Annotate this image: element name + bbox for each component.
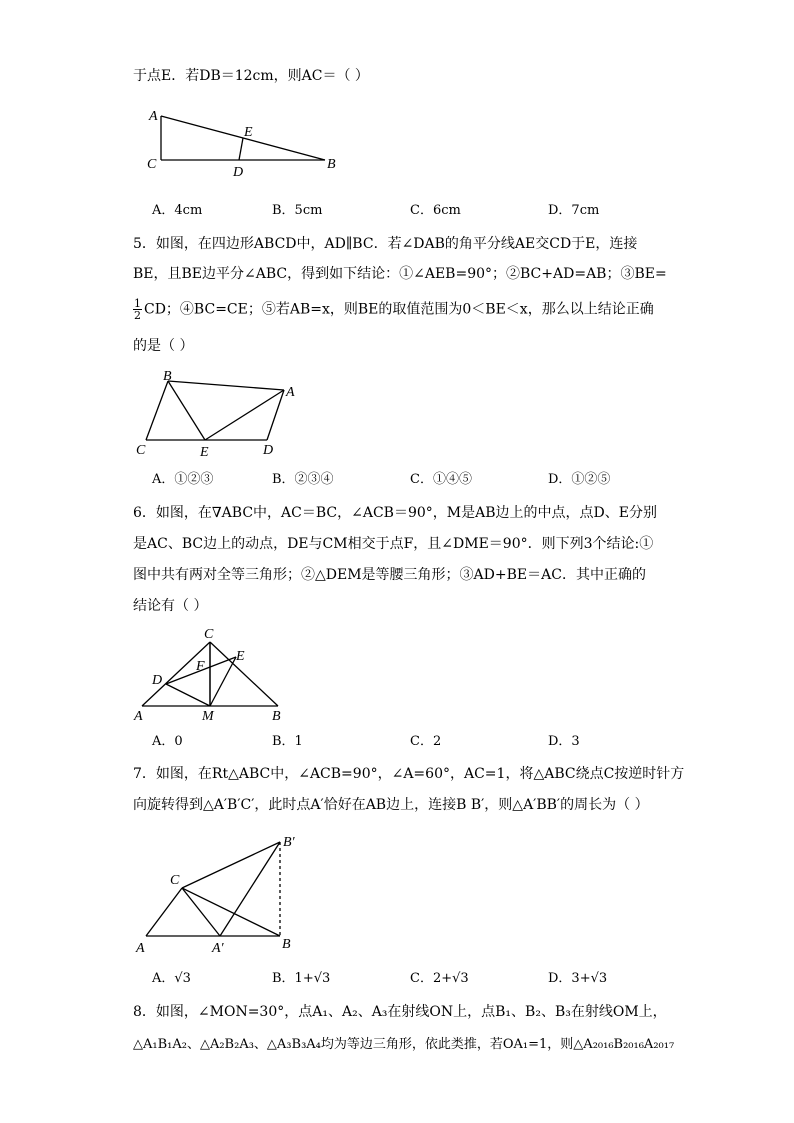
q4-option-b[interactable]: B．5cm bbox=[272, 203, 323, 218]
q7-option-a[interactable]: A．√3 bbox=[152, 971, 191, 986]
fig6-label-d: D bbox=[152, 673, 163, 688]
q5-option-c[interactable]: C．①④⑤ bbox=[410, 472, 472, 487]
fig7-label-b-prime: B′ bbox=[283, 835, 295, 850]
q6-line-3: 图中共有两对全等三角形；②△DEM是等腰三角形；③AD+BE＝AC．其中正确的 bbox=[133, 567, 646, 583]
q6-option-c[interactable]: C．2 bbox=[410, 734, 442, 749]
q8-line-2: △A₁B₁A₂、△A₂B₂A₃、△A₃B₃A₄均为等边三角形，依此类推，若OA₁=1，则△A₂₀₁₆B₂₀₁₆A₂₀₁₇ bbox=[133, 1037, 675, 1052]
q5-line-4: 的是（ ） bbox=[133, 338, 194, 354]
q4-option-d[interactable]: D．7cm bbox=[548, 203, 600, 218]
figure-q4 bbox=[143, 100, 363, 180]
fig6-label-c: C bbox=[204, 627, 214, 642]
fig6-label-m: M bbox=[202, 709, 214, 724]
fig5-label-c: C bbox=[136, 443, 146, 458]
fraction-numerator: 1 bbox=[134, 297, 141, 310]
q6-line-1: 6．如图，在∇ABC中，AC＝BC，∠ACB＝90°，M是AB边上的中点，点D、E分别 bbox=[133, 505, 657, 521]
q4-option-c[interactable]: C．6cm bbox=[410, 203, 461, 218]
fraction-one-half bbox=[133, 298, 142, 321]
fig6-label-e: E bbox=[236, 649, 245, 664]
q7-option-c[interactable]: C．2+√3 bbox=[410, 971, 469, 986]
q6-option-b[interactable]: B．1 bbox=[272, 734, 303, 749]
fig7-label-b: B bbox=[282, 937, 291, 952]
q5-line-3 bbox=[133, 298, 654, 321]
fig5-label-b: B bbox=[163, 369, 172, 384]
q6-line-4: 结论有（ ） bbox=[133, 598, 208, 614]
q5-line-1: 5．如图，在四边形ABCD中，AD∥BC．若∠DAB的角平分线AE交CD于E，连接 bbox=[133, 236, 638, 252]
fig6-label-f: F bbox=[196, 659, 205, 674]
figure-q7 bbox=[132, 830, 322, 960]
fig7-label-a-prime: A′ bbox=[212, 941, 224, 956]
fig7-label-c: C bbox=[170, 873, 180, 888]
q5-line-2: BE，且BE边平分∠ABC，得到如下结论：①∠AEB=90°；②BC+AD=AB；③BE= bbox=[133, 266, 667, 282]
q4-option-a[interactable]: A．4cm bbox=[152, 203, 203, 218]
fig4-label-d: D bbox=[233, 165, 244, 180]
q5-option-b[interactable]: B．②③④ bbox=[272, 472, 334, 487]
q6-option-d[interactable]: D．3 bbox=[548, 734, 580, 749]
q7-option-b[interactable]: B．1+√3 bbox=[272, 971, 331, 986]
fig4-label-b: B bbox=[327, 157, 336, 172]
fig5-label-e: E bbox=[200, 445, 209, 460]
figure-q6 bbox=[130, 620, 300, 725]
q6-option-a[interactable]: A．0 bbox=[152, 734, 183, 749]
q5-line-3-text: CD；④BC=CE；⑤若AB=x，则BE的取值范围为0＜BE＜x，那么以上结论正确 bbox=[144, 301, 654, 318]
fig6-label-a: A bbox=[134, 709, 143, 724]
figure-q5 bbox=[132, 368, 322, 463]
q8-line-1: 8．如图，∠MON=30°，点A₁、A₂、A₃在射线ON上，点B₁、B₂、B₃在射线OM上， bbox=[133, 1004, 667, 1020]
q5-option-a[interactable]: A．①②③ bbox=[152, 472, 214, 487]
fig4-label-c: C bbox=[147, 157, 157, 172]
q6-line-2: 是AC、BC边上的动点，DE与CM相交于点F，且∠DME＝90°．则下列3个结论:① bbox=[133, 536, 654, 552]
fig7-label-a: A bbox=[136, 941, 145, 956]
q7-option-d[interactable]: D．3+√3 bbox=[548, 971, 608, 986]
fig5-label-a: A bbox=[286, 385, 295, 400]
fig4-label-e: E bbox=[244, 125, 253, 140]
q4-stem: 于点E．若DB＝12cm，则AC＝（ ） bbox=[133, 68, 369, 84]
q7-line-1: 7．如图，在Rt△ABC中，∠ACB=90°，∠A=60°，AC=1，将△ABC绕点C按逆时针方 bbox=[133, 766, 685, 782]
fraction-denominator: 2 bbox=[134, 309, 141, 322]
fig6-label-b: B bbox=[272, 709, 281, 724]
fig5-label-d: D bbox=[263, 443, 274, 458]
q5-option-d[interactable]: D．①②⑤ bbox=[548, 472, 611, 487]
q7-line-2: 向旋转得到△A′B′C′，此时点A′恰好在AB边上，连接B B′，则△A′BB′的周长为（ ） bbox=[133, 797, 649, 813]
fig4-label-a: A bbox=[149, 109, 158, 124]
